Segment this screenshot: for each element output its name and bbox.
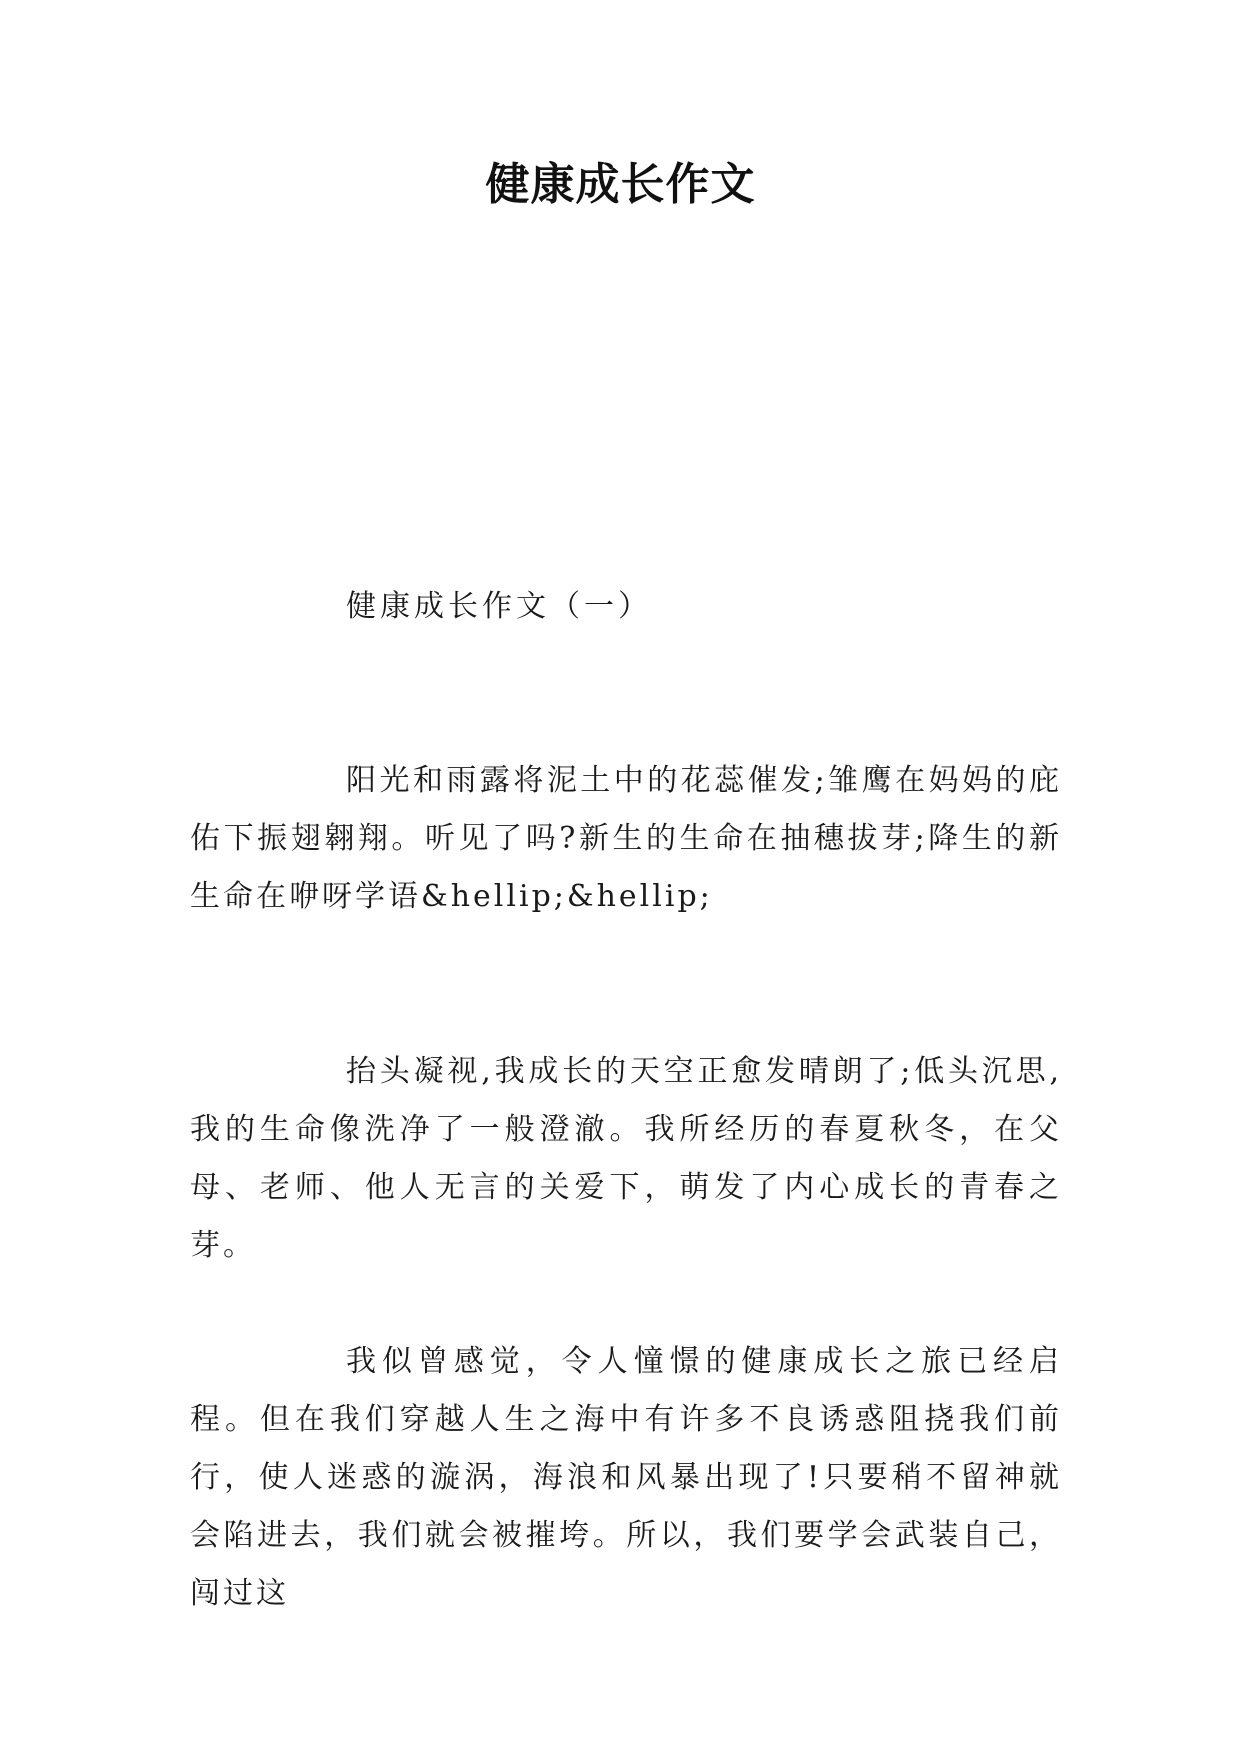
paragraph-2: 抬头凝视,我成长的天空正愈发晴朗了;低头沉思,我的生命像洗净了一般澄澈。我所经历的春夏秋冬，在父母、老师、他人无言的关爱下，萌发了内心成长的青春之芽。 — [190, 1054, 1062, 1263]
section-heading: 健康成长作文（一） — [346, 589, 652, 624]
paragraph-1: 阳光和雨露将泥土中的花蕊催发;雏鹰在妈妈的庇佑下振翅翱翔。听见了吗?新生的生命在抽穗拔芽;降生的新生命在咿呀学语&hellip;&hellip; — [190, 763, 1062, 914]
document-title: 健康成长作文 — [485, 159, 756, 210]
paragraph-3: 我似曾感觉，令人憧憬的健康成长之旅已经启程。但在我们穿越人生之海中有许多不良诱惑阻挠我们前行，使人迷惑的漩涡，海浪和风暴出现了!只要稍不留神就会陷进去，我们就会被摧垮。所以，我们要学会武装自己，闯过这 — [190, 1344, 1062, 1611]
